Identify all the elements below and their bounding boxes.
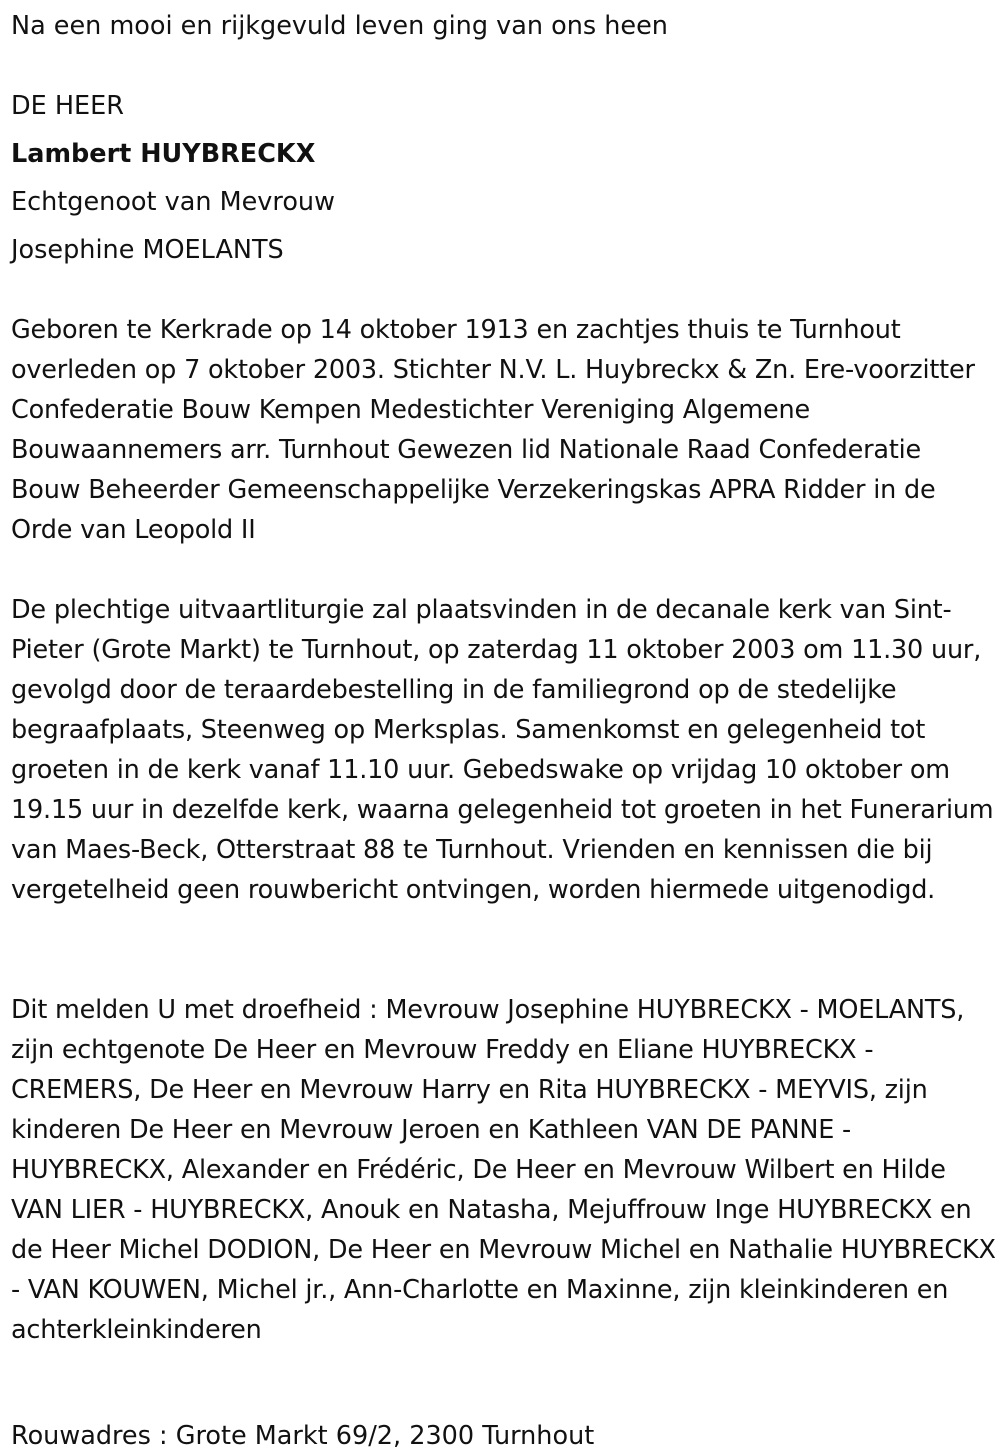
biography-paragraph: Geboren te Kerkrade op 14 oktober 1913 en zachtjes thuis te Turnhout overleden op 7 oktober 2003. Stichter N.V. L. Huybreckx & Zn. Ere-voorzitter Confederatie Bouw Kempen Medestichter Vereniging Algemene Bouwaannemers arr. Turnhout Gewezen lid Nationale Raad Confederatie Bouw Beheerder Gemeenschappelijke Verzekeringskas APRA Ridder in de Orde van Leopold II	[11, 315, 975, 545]
honorific-title: DE HEER	[11, 91, 124, 121]
funeral-details-paragraph: De plechtige uitvaartliturgie zal plaatsvinden in de decanale kerk van Sint-Pieter (Grote Markt) te Turnhout, op zaterdag 11 oktober 2003 om 11.30 uur, gevolgd door de teraardebestelling in de familiegrond op de stedelijke begraafplaats, Steenweg op Merksplas. Samenkomst en gelegenheid tot groeten in de kerk vanaf 11.10 uur. Gebedswake op vrijdag 10 oktober om 19.15 uur in dezelfde kerk, waarna gelegenheid tot groeten in het Funerarium van Maes-Beck, Otterstraat 88 te Turnhout. Vrienden en kennissen die bij vergetelheid geen rouwbericht ontvingen, worden hiermede uitgenodigd.	[11, 595, 994, 905]
intro-line: Na een mooi en rijkgevuld leven ging van ons heen	[11, 11, 668, 41]
family-announcement-paragraph: Dit melden U met droefheid : Mevrouw Josephine HUYBRECKX - MOELANTS, zijn echtgenote De Heer en Mevrouw Freddy en Eliane HUYBRECKX - CREMERS, De Heer en Mevrouw Harry en Rita HUYBRECKX - MEYVIS, zijn kinderen De Heer en Mevrouw Jeroen en Kathleen VAN DE PANNE - HUYBRECKX, Alexander en Frédéric, De Heer en Mevrouw Wilbert en Hilde VAN LIER - HUYBRECKX, Anouk en Natasha, Mejuffrouw Inge HUYBRECKX en de Heer Michel DODION, De Heer en Mevrouw Michel en Nathalie HUYBRECKX - VAN KOUWEN, Michel jr., Ann-Charlotte en Maxinne, zijn kleinkinderen en achterkleinkinderen	[11, 995, 996, 1345]
spouse-name: Josephine MOELANTS	[11, 235, 284, 265]
spouse-label: Echtgenoot van Mevrouw	[11, 187, 335, 217]
deceased-name: Lambert HUYBRECKX	[11, 139, 316, 169]
mourning-address: Rouwadres : Grote Markt 69/2, 2300 Turnhout	[11, 1420, 595, 1451]
